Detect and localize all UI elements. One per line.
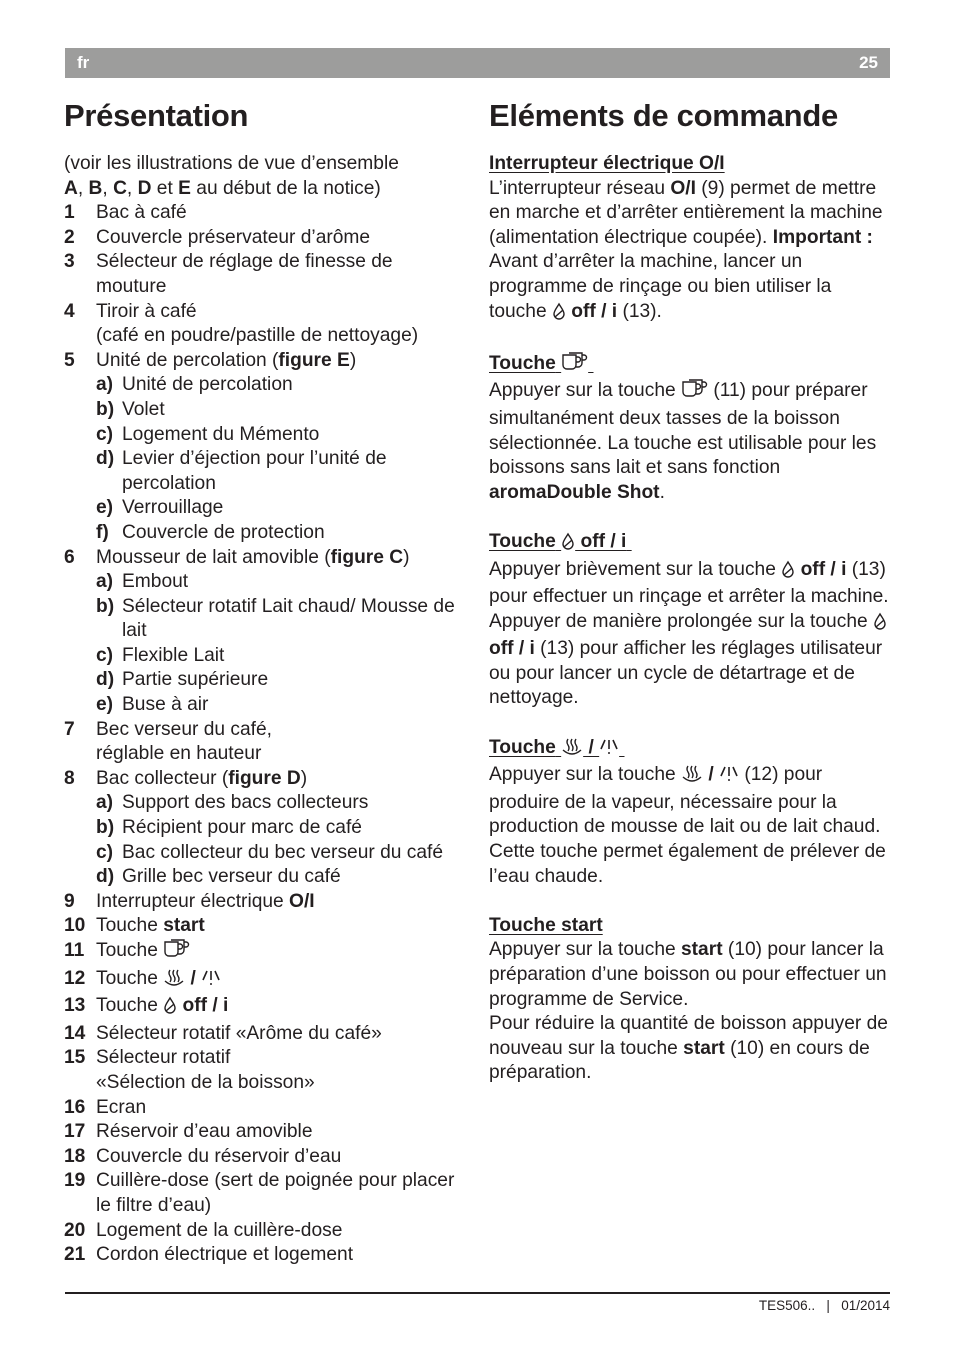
- bold-text: off / i: [489, 638, 535, 660]
- intro-end: au début de la notice): [190, 177, 381, 199]
- items-container: [64, 201, 464, 1268]
- item-number: 2: [64, 226, 75, 248]
- double-cup-icon: [163, 939, 190, 967]
- parts-list: [64, 152, 464, 1268]
- item-tail: ): [300, 767, 308, 789]
- list-item: [64, 890, 464, 915]
- item-number: 14: [64, 1022, 86, 1044]
- item-text: [96, 226, 464, 251]
- item-bold: off / i: [177, 995, 229, 1017]
- bold-text: off / i: [565, 300, 618, 322]
- hot-water-icon: [599, 737, 619, 764]
- sub-item: [96, 865, 464, 890]
- sub-item-text: Flexible Lait: [122, 644, 225, 666]
- sub-item-text: Grille bec verseur du café: [122, 866, 341, 888]
- sub-item-letter: d): [96, 866, 115, 888]
- list-item: [64, 201, 464, 226]
- item-text: [96, 250, 464, 299]
- intro-sep: ,: [126, 177, 138, 199]
- item-text: [96, 300, 464, 349]
- item-tail: ): [403, 546, 410, 568]
- page-number: 25: [859, 53, 878, 72]
- spacer: [489, 889, 894, 914]
- text: Touche: [489, 352, 556, 374]
- text: Touche: [489, 736, 556, 758]
- item-number: 8: [64, 767, 75, 789]
- list-item: [64, 250, 464, 299]
- section-head-double-cup: [489, 352, 894, 380]
- sub-item-letter: d): [96, 448, 115, 470]
- rinse-icon: [163, 996, 177, 1022]
- item-number: 12: [64, 967, 86, 989]
- sub-item-text: Levier d’éjection pour l’unité de percolation: [122, 448, 387, 494]
- sub-item-letter: a): [96, 571, 114, 593]
- item-number: 1: [64, 202, 75, 224]
- item-label: Interrupteur électrique: [96, 890, 290, 912]
- text: Appuyer brièvement sur la touche: [489, 558, 782, 580]
- item-label: Sélecteur rotatif «Arôme du café»: [96, 1022, 382, 1044]
- item-text: [96, 939, 464, 967]
- item-bold: O/I: [289, 890, 315, 912]
- double-cup-icon: [561, 352, 588, 380]
- item-label: Couvercle du réservoir d’eau: [96, 1145, 342, 1167]
- item-number: 7: [64, 718, 75, 740]
- list-item: [64, 349, 464, 374]
- item-number: 20: [64, 1219, 86, 1241]
- steam-icon: [561, 737, 583, 764]
- item-label: Bec verseur du café,: [96, 718, 272, 740]
- item-bold: /: [185, 967, 202, 989]
- sub-item-letter: f): [96, 521, 109, 543]
- sub-item: [96, 373, 464, 398]
- item-text: [96, 994, 464, 1022]
- list-item: [64, 1022, 464, 1047]
- text: (13) pour effectuer un rinçage et arrêter la machine. Appuyer de manière prolongée sur la touche: [489, 558, 889, 632]
- section-head-power: Interrupteur électrique O/I: [489, 153, 725, 174]
- list-item: [64, 939, 464, 967]
- header-bar: [65, 48, 890, 78]
- sub-item-text: Récipient pour marc de café: [122, 817, 362, 839]
- text: (9) permet de mettre en marche et d’arrêter entièrement la machine (alimentation électrique coupée).: [489, 177, 883, 248]
- item-label: Bac collecteur (: [96, 767, 229, 789]
- sub-item: [96, 521, 464, 546]
- item-text: [96, 1046, 464, 1095]
- item-label-line2: «Sélection de la boisson»: [96, 1071, 315, 1093]
- section-text-steam: [489, 763, 894, 889]
- intro-letter: B: [88, 177, 103, 199]
- rinse-icon: [781, 560, 795, 586]
- list-item: [64, 1120, 464, 1145]
- sub-item: [96, 595, 464, 644]
- important-label: Important :: [772, 226, 873, 248]
- footer-date: 01/2014: [841, 1298, 890, 1313]
- item-number: 16: [64, 1096, 86, 1118]
- item-bold: start: [163, 915, 205, 937]
- text: Avant d’arrêter la machine, lancer un programme de rinçage ou bien utiliser la touche: [489, 251, 832, 322]
- text: (13) pour afficher les réglages utilisateur ou pour lancer un cycle de détartrage et de nettoyage.: [489, 638, 883, 709]
- list-item: [64, 546, 464, 571]
- item-text: [96, 914, 464, 939]
- sub-item-letter: e): [96, 694, 114, 716]
- rinse-icon: [561, 532, 575, 558]
- footer-rule: [65, 1292, 890, 1294]
- section-head-start: Touche start: [489, 914, 603, 936]
- text: .: [659, 481, 665, 503]
- item-label: Couvercle préservateur d’arôme: [96, 226, 371, 248]
- intro-and: et: [151, 177, 179, 199]
- list-item: [64, 767, 464, 792]
- item-number: 5: [64, 349, 75, 371]
- text: Appuyer sur la touche: [489, 939, 681, 961]
- bold-text: start: [683, 1037, 725, 1059]
- sub-item-letter: b): [96, 398, 115, 420]
- item-text: [96, 546, 464, 571]
- intro-letter: C: [113, 177, 127, 199]
- list-item: [64, 1145, 464, 1170]
- section-text-power: [489, 177, 894, 328]
- item-label: Mousseur de lait amovible (: [96, 546, 331, 568]
- item-number: 9: [64, 890, 75, 912]
- intro-letter: A: [64, 177, 78, 199]
- spacer: [489, 327, 894, 352]
- sub-item: [96, 816, 464, 841]
- section-text-off: [489, 558, 894, 712]
- text: /: [583, 736, 600, 758]
- sub-item: [96, 693, 464, 718]
- item-number: 18: [64, 1145, 86, 1167]
- item-label-line2: réglable en hauteur: [96, 743, 262, 765]
- item-text: [96, 349, 464, 374]
- hot-water-icon: [719, 764, 739, 791]
- list-item: [64, 914, 464, 939]
- item-label: Touche: [96, 915, 164, 937]
- sub-item-letter: c): [96, 841, 114, 863]
- intro-sep: ,: [102, 177, 114, 199]
- rinse-icon: [873, 612, 887, 638]
- text: (10) pour lancer la préparation d’une boisson ou pour effectuer un programme de Service.: [489, 939, 887, 1010]
- sub-item-letter: b): [96, 595, 115, 617]
- item-text: [96, 1022, 464, 1047]
- intro-line: (voir les illustrations de vue d’ensemble: [64, 153, 399, 174]
- footer-separator: |: [826, 1298, 830, 1313]
- sub-item: [96, 398, 464, 423]
- item-tail: ): [349, 349, 357, 371]
- sub-item: [96, 570, 464, 595]
- item-text: [96, 1096, 464, 1121]
- item-text: [96, 1145, 464, 1170]
- steam-icon: [681, 764, 703, 791]
- item-text: [96, 1169, 464, 1218]
- item-label: Logement de la cuillère-dose: [96, 1219, 343, 1241]
- page-title-presentation: Présentation: [64, 98, 249, 133]
- list-item: [64, 1096, 464, 1121]
- sub-item-letter: a): [96, 792, 114, 814]
- item-number: 11: [64, 940, 85, 961]
- item-number: 10: [64, 915, 86, 937]
- list-item: [64, 967, 464, 995]
- item-number: 21: [64, 1244, 86, 1266]
- item-number: 13: [64, 995, 86, 1017]
- list-item: [64, 1169, 464, 1218]
- intro-sep: ,: [77, 177, 89, 199]
- text: (12) pour produire de la vapeur, nécessaire pour la production de mousse de lait ou de lait chaud. Cette touche permet également de prélever de l’eau chaude.: [489, 764, 886, 887]
- list-item: [64, 1046, 464, 1095]
- sub-item-text: Sélecteur rotatif Lait chaud/ Mousse de lait: [122, 595, 455, 642]
- section-head-steam: [489, 736, 894, 764]
- text: (11) pour préparer simultanément deux tasses de la boisson sélectionnée. La touche est utilisable pour les boissons sans lait et sans fonction: [489, 380, 877, 479]
- bold-text: /: [703, 764, 719, 786]
- bold-text: aromaDouble Shot: [489, 481, 660, 503]
- sub-item: [96, 668, 464, 693]
- item-label-line2: (café en poudre/pastille de nettoyage): [96, 325, 419, 347]
- item-text: [96, 767, 464, 792]
- sub-item: [96, 644, 464, 669]
- sub-item-text: Volet: [122, 398, 165, 420]
- steam-icon: [163, 968, 185, 995]
- language-code: fr: [77, 53, 90, 72]
- text: (13).: [617, 300, 662, 322]
- footer: [759, 1298, 890, 1313]
- section-text-double-cup: [489, 379, 894, 505]
- item-number: 4: [64, 300, 75, 322]
- hot-water-icon: [201, 968, 221, 995]
- item-bold: figure E: [278, 349, 350, 371]
- sub-item-text: Logement du Mémento: [122, 423, 320, 445]
- sub-item: [96, 447, 464, 496]
- list-item: [64, 1219, 464, 1244]
- item-label: Sélecteur de réglage de finesse de mouture: [96, 251, 393, 297]
- intro-letter: E: [178, 177, 191, 199]
- sub-item-letter: d): [96, 669, 115, 691]
- sub-item: [96, 496, 464, 521]
- text: off / i: [575, 530, 627, 552]
- item-text: [96, 201, 464, 226]
- sub-item: [96, 791, 464, 816]
- bold-text: O/I: [670, 177, 696, 199]
- sub-item: [96, 423, 464, 448]
- list-item: [64, 300, 464, 349]
- spacer: [489, 711, 894, 736]
- sub-item-text: Bac collecteur du bec verseur du café: [122, 841, 444, 863]
- sub-item-letter: c): [96, 644, 114, 666]
- intro-letters: [64, 177, 464, 202]
- list-item: [64, 718, 464, 767]
- item-label: Touche: [96, 967, 164, 989]
- item-text: [96, 967, 464, 995]
- item-bold: figure D: [228, 767, 301, 789]
- sub-item-text: Buse à air: [122, 694, 209, 716]
- item-text: [96, 890, 464, 915]
- item-label: Cuillère-dose (sert de poignée pour placer le filtre d’eau): [96, 1170, 455, 1216]
- item-label: Unité de percolation (: [96, 349, 279, 371]
- text: Appuyer sur la touche: [489, 380, 681, 402]
- item-text: [96, 1243, 464, 1268]
- item-text: [96, 718, 464, 767]
- controls-section: [489, 152, 894, 1086]
- sub-item-letter: e): [96, 497, 114, 519]
- list-item: [64, 1243, 464, 1268]
- item-label: Ecran: [96, 1096, 147, 1118]
- sub-item: [96, 841, 464, 866]
- item-text: [96, 1120, 464, 1145]
- item-bold: figure C: [330, 546, 404, 568]
- item-number: 15: [64, 1047, 86, 1069]
- sub-item-text: Partie supérieure: [122, 669, 269, 691]
- text: L’interrupteur réseau: [489, 177, 671, 199]
- list-item: [64, 226, 464, 251]
- rinse-icon: [552, 302, 566, 328]
- model-number: TES506..: [758, 1298, 816, 1313]
- item-number: 3: [64, 251, 75, 273]
- item-label: Cordon électrique et logement: [96, 1244, 354, 1266]
- bold-text: start: [681, 939, 723, 961]
- spacer: [489, 505, 894, 530]
- intro-letter: D: [137, 177, 152, 199]
- item-number: 19: [64, 1170, 86, 1192]
- sub-item-text: Verrouillage: [122, 497, 224, 519]
- sub-item-letter: a): [96, 374, 114, 396]
- section-text-start: [489, 938, 894, 1012]
- item-label: Réservoir d’eau amovible: [96, 1121, 313, 1143]
- item-number: 17: [64, 1121, 86, 1143]
- item-label: Sélecteur rotatif: [96, 1047, 231, 1069]
- sub-item-letter: b): [96, 817, 115, 839]
- sub-item-text: Couvercle de protection: [122, 521, 325, 543]
- list-item: [64, 994, 464, 1022]
- item-label: Touche: [96, 995, 164, 1017]
- double-cup-icon: [681, 379, 708, 407]
- page-title-controls: Eléments de commande: [489, 98, 838, 133]
- item-label: Touche: [96, 940, 164, 961]
- text: Appuyer sur la touche: [489, 764, 681, 786]
- sub-item-text: Unité de percolation: [122, 374, 293, 396]
- sub-item-text: Embout: [122, 571, 189, 593]
- bold-text: off / i: [795, 558, 847, 580]
- text: Pour réduire la quantité de boisson appuyer de nouveau sur la touche: [489, 1013, 888, 1059]
- item-text: [96, 1219, 464, 1244]
- item-label: Tiroir à café: [96, 300, 197, 322]
- text: (10) en cours de préparation.: [489, 1037, 870, 1084]
- item-label: Bac à café: [96, 202, 187, 224]
- section-head-off: [489, 530, 894, 558]
- section-text-start-2: [489, 1012, 894, 1086]
- sub-item-text: Support des bacs collecteurs: [122, 792, 369, 814]
- text: Touche: [489, 530, 556, 552]
- sub-item-letter: c): [96, 423, 114, 445]
- item-number: 6: [64, 546, 75, 568]
